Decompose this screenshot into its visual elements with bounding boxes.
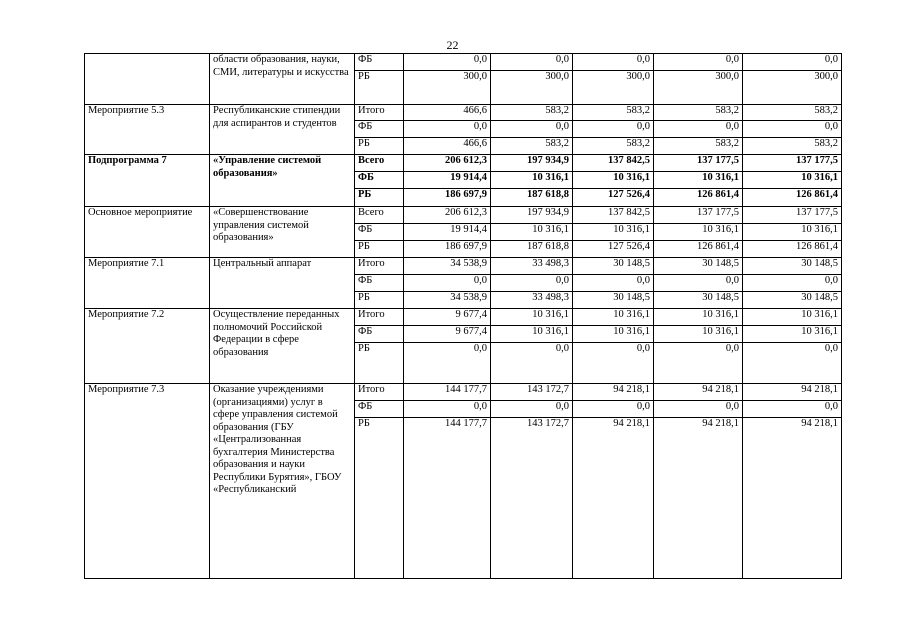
funding-source-cell: ФБ: [355, 275, 404, 292]
activity-name-cell: Мероприятие 7.3: [85, 384, 210, 579]
amount-cell: 10 316,1: [654, 172, 743, 189]
amount-cell: 0,0: [404, 121, 491, 138]
amount-cell: 10 316,1: [573, 326, 654, 343]
funding-source-cell: Всего: [355, 207, 404, 224]
amount-cell: 206 612,3: [404, 155, 491, 172]
activity-name-cell: Основное мероприятие: [85, 207, 210, 258]
amount-cell: 197 934,9: [491, 207, 573, 224]
amount-cell: 466,6: [404, 138, 491, 155]
table-row: [85, 207, 842, 224]
activity-description-cell: Центральный аппарат: [210, 258, 355, 309]
amount-cell: 137 177,5: [743, 207, 842, 224]
amount-cell: 300,0: [573, 71, 654, 105]
funding-source-cell: ФБ: [355, 326, 404, 343]
budget-table: [84, 53, 842, 579]
amount-cell: 187 618,8: [491, 189, 573, 207]
amount-cell: 0,0: [573, 121, 654, 138]
amount-cell: 0,0: [491, 54, 573, 71]
table-row: [85, 309, 842, 326]
funding-source-cell: ФБ: [355, 224, 404, 241]
amount-cell: 186 697,9: [404, 241, 491, 258]
amount-cell: 33 498,3: [491, 258, 573, 275]
amount-cell: 0,0: [491, 343, 573, 384]
amount-cell: 583,2: [654, 138, 743, 155]
amount-cell: 0,0: [743, 121, 842, 138]
amount-cell: 143 172,7: [491, 384, 573, 401]
amount-cell: 466,6: [404, 105, 491, 121]
amount-cell: 10 316,1: [743, 224, 842, 241]
amount-cell: 33 498,3: [491, 292, 573, 309]
funding-source-cell: Итого: [355, 384, 404, 401]
amount-cell: 94 218,1: [743, 384, 842, 401]
funding-source-cell: Итого: [355, 309, 404, 326]
amount-cell: 30 148,5: [573, 292, 654, 309]
amount-cell: 0,0: [743, 54, 842, 71]
amount-cell: 0,0: [404, 401, 491, 418]
amount-cell: 30 148,5: [743, 292, 842, 309]
funding-source-cell: РБ: [355, 241, 404, 258]
amount-cell: 0,0: [491, 275, 573, 292]
amount-cell: 137 842,5: [573, 155, 654, 172]
amount-cell: 9 677,4: [404, 326, 491, 343]
amount-cell: 583,2: [573, 105, 654, 121]
amount-cell: 10 316,1: [654, 326, 743, 343]
activity-description-cell: «Управление системой образования»: [210, 155, 355, 207]
amount-cell: 10 316,1: [743, 326, 842, 343]
amount-cell: 0,0: [404, 54, 491, 71]
amount-cell: 10 316,1: [743, 309, 842, 326]
amount-cell: 0,0: [491, 401, 573, 418]
amount-cell: 9 677,4: [404, 309, 491, 326]
table-row: [85, 54, 842, 71]
funding-source-cell: РБ: [355, 418, 404, 579]
amount-cell: 94 218,1: [573, 418, 654, 579]
amount-cell: 583,2: [743, 105, 842, 121]
amount-cell: 300,0: [404, 71, 491, 105]
amount-cell: 30 148,5: [743, 258, 842, 275]
amount-cell: 10 316,1: [573, 309, 654, 326]
amount-cell: 34 538,9: [404, 258, 491, 275]
amount-cell: 10 316,1: [654, 309, 743, 326]
amount-cell: 0,0: [404, 343, 491, 384]
amount-cell: 137 842,5: [573, 207, 654, 224]
amount-cell: 127 526,4: [573, 241, 654, 258]
amount-cell: 19 914,4: [404, 224, 491, 241]
amount-cell: 94 218,1: [743, 418, 842, 579]
amount-cell: 34 538,9: [404, 292, 491, 309]
amount-cell: 144 177,7: [404, 384, 491, 401]
amount-cell: 0,0: [654, 401, 743, 418]
funding-source-cell: РБ: [355, 292, 404, 309]
activity-name-cell: Мероприятие 7.2: [85, 309, 210, 384]
amount-cell: 137 177,5: [654, 155, 743, 172]
amount-cell: 126 861,4: [654, 241, 743, 258]
amount-cell: 0,0: [743, 343, 842, 384]
amount-cell: 0,0: [654, 275, 743, 292]
amount-cell: 126 861,4: [743, 189, 842, 207]
amount-cell: 197 934,9: [491, 155, 573, 172]
amount-cell: 206 612,3: [404, 207, 491, 224]
funding-source-cell: РБ: [355, 189, 404, 207]
amount-cell: 300,0: [654, 71, 743, 105]
table-row: [85, 105, 842, 121]
amount-cell: 0,0: [573, 401, 654, 418]
amount-cell: 30 148,5: [573, 258, 654, 275]
amount-cell: 127 526,4: [573, 189, 654, 207]
amount-cell: 126 861,4: [743, 241, 842, 258]
funding-source-cell: ФБ: [355, 172, 404, 189]
amount-cell: 186 697,9: [404, 189, 491, 207]
amount-cell: 583,2: [491, 138, 573, 155]
table-row: [85, 155, 842, 172]
funding-source-cell: Итого: [355, 105, 404, 121]
amount-cell: 19 914,4: [404, 172, 491, 189]
table-row: [85, 258, 842, 275]
amount-cell: 94 218,1: [654, 384, 743, 401]
amount-cell: 10 316,1: [491, 224, 573, 241]
amount-cell: 0,0: [654, 343, 743, 384]
amount-cell: 583,2: [743, 138, 842, 155]
funding-source-cell: РБ: [355, 138, 404, 155]
funding-source-cell: ФБ: [355, 54, 404, 71]
amount-cell: 94 218,1: [573, 384, 654, 401]
activity-description-cell: Оказание учреждениями (организациями) услуг в сфере управления системой образования (ГБУ «Централизованная бухгалтерия Министерства образования и науки Республики Бурятия», ГБОУ «Республиканский: [210, 384, 355, 579]
amount-cell: 0,0: [743, 401, 842, 418]
activity-name-cell: Подпрограмма 7: [85, 155, 210, 207]
funding-source-cell: ФБ: [355, 121, 404, 138]
amount-cell: 583,2: [491, 105, 573, 121]
page-number: 22: [446, 38, 459, 52]
amount-cell: 10 316,1: [573, 224, 654, 241]
activity-description-cell: Осуществление переданных полномочий Российской Федерации в сфере образования: [210, 309, 355, 384]
amount-cell: 30 148,5: [654, 258, 743, 275]
amount-cell: 300,0: [491, 71, 573, 105]
amount-cell: 10 316,1: [743, 172, 842, 189]
funding-source-cell: РБ: [355, 343, 404, 384]
amount-cell: 0,0: [573, 54, 654, 71]
amount-cell: 583,2: [573, 138, 654, 155]
table-row: [85, 384, 842, 401]
activity-name-cell: Мероприятие 7.1: [85, 258, 210, 309]
amount-cell: 10 316,1: [491, 172, 573, 189]
activity-description-cell: Республиканские стипендии для аспирантов и студентов: [210, 105, 355, 155]
amount-cell: 300,0: [743, 71, 842, 105]
amount-cell: 30 148,5: [654, 292, 743, 309]
funding-source-cell: Итого: [355, 258, 404, 275]
amount-cell: 10 316,1: [491, 309, 573, 326]
amount-cell: 10 316,1: [491, 326, 573, 343]
amount-cell: 0,0: [573, 275, 654, 292]
activity-description-cell: области образования, науки, СМИ, литературы и искусства: [210, 54, 355, 105]
funding-source-cell: ФБ: [355, 401, 404, 418]
funding-source-cell: РБ: [355, 71, 404, 105]
amount-cell: 137 177,5: [654, 207, 743, 224]
amount-cell: 10 316,1: [573, 172, 654, 189]
funding-source-cell: Всего: [355, 155, 404, 172]
amount-cell: 10 316,1: [654, 224, 743, 241]
amount-cell: 0,0: [491, 121, 573, 138]
amount-cell: 94 218,1: [654, 418, 743, 579]
amount-cell: 137 177,5: [743, 155, 842, 172]
amount-cell: 583,2: [654, 105, 743, 121]
amount-cell: 143 172,7: [491, 418, 573, 579]
amount-cell: 0,0: [654, 121, 743, 138]
amount-cell: 0,0: [404, 275, 491, 292]
activity-description-cell: «Совершенствование управления системой образования»: [210, 207, 355, 258]
amount-cell: 0,0: [573, 343, 654, 384]
activity-name-cell: [85, 54, 210, 105]
amount-cell: 126 861,4: [654, 189, 743, 207]
amount-cell: 0,0: [654, 54, 743, 71]
amount-cell: 187 618,8: [491, 241, 573, 258]
activity-name-cell: Мероприятие 5.3: [85, 105, 210, 155]
amount-cell: 0,0: [743, 275, 842, 292]
amount-cell: 144 177,7: [404, 418, 491, 579]
